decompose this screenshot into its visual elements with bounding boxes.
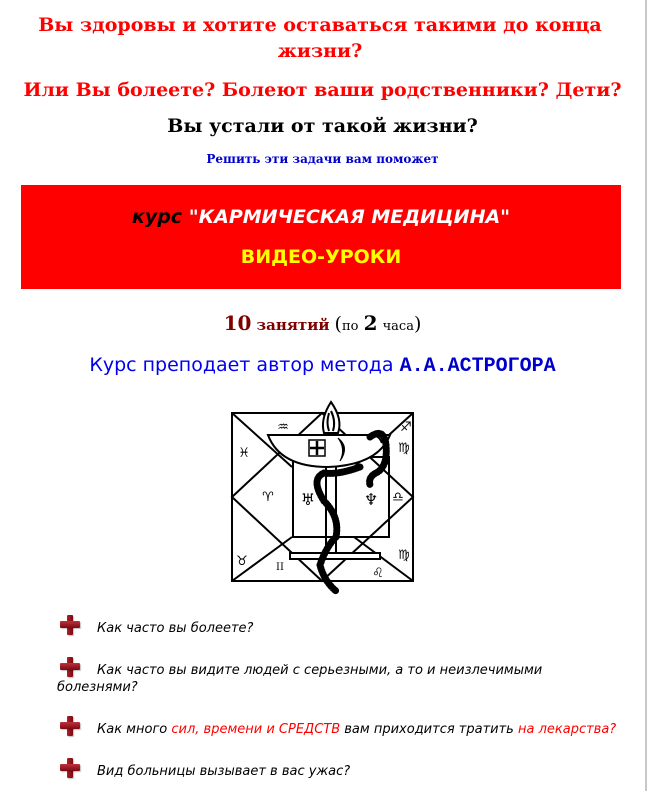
author-name: А.А.АСТРОГОРА	[399, 355, 556, 378]
list-item	[57, 612, 617, 637]
question-text: Вид больницы вызывает в вас ужас?	[97, 764, 351, 779]
svg-text:♌: ♌	[372, 566, 384, 581]
svg-text:♈: ♈	[262, 490, 274, 505]
svg-text:♒: ♒	[277, 420, 289, 435]
question-text: Как часто вы болеете?	[97, 621, 254, 636]
question-text: Как много	[97, 722, 172, 737]
headline-solution-intro: Решить эти задачи вам поможет	[206, 152, 439, 166]
question-text: вам приходится тратить	[340, 722, 518, 737]
svg-text:♉: ♉	[236, 554, 248, 569]
red-cross-icon	[60, 615, 80, 635]
course-subtitle: ВИДЕО-УРОКИ	[240, 246, 402, 268]
course-title	[21, 203, 621, 231]
author-prefix: Курс преподает автор метода	[89, 354, 394, 376]
lessons-count: 10	[223, 311, 252, 335]
astrological-medical-emblem-icon	[228, 397, 418, 595]
list-item	[57, 755, 617, 780]
svg-text:♆: ♆	[363, 490, 379, 509]
question-highlight-medicine: на лекарства?	[517, 722, 617, 737]
headline-tired-question: Вы устали от такой жизни?	[167, 115, 478, 137]
headline-illness-question: Или Вы болеете? Болеют ваши родственники? Дети?	[23, 79, 622, 101]
course-name: "КАРМИЧЕСКАЯ МЕДИЦИНА"	[188, 206, 511, 228]
question-list	[57, 612, 617, 797]
svg-text:♍: ♍	[398, 441, 410, 456]
course-banner	[21, 185, 621, 289]
open-paren: (	[334, 313, 342, 335]
headline-healthy-question: Вы здоровы и хотите оставаться такими до конца жизни?	[38, 14, 602, 62]
svg-text:♐: ♐	[400, 420, 412, 435]
lessons-count-label: занятий	[256, 316, 330, 334]
svg-text:♅: ♅	[300, 490, 316, 509]
hours-label: часа	[382, 319, 414, 334]
red-cross-icon	[60, 758, 80, 778]
course-prefix: курс	[131, 206, 183, 228]
lessons-info	[0, 308, 645, 342]
per-label: по	[341, 319, 359, 334]
red-cross-icon	[60, 657, 80, 677]
question-text: Как часто вы видите людей с серьезными, а то и неизлечимыми болезнями?	[57, 663, 543, 695]
list-item	[57, 713, 617, 738]
close-paren: )	[413, 313, 422, 335]
question-highlight-resources: сил, времени и СРЕДСТВ	[171, 722, 341, 737]
svg-text:♓: ♓	[238, 446, 250, 461]
svg-text:♎: ♎	[392, 490, 404, 505]
svg-text:♍: ♍	[398, 548, 410, 563]
svg-text:II: II	[276, 562, 284, 573]
list-item	[57, 654, 617, 696]
author-line	[0, 351, 645, 381]
red-cross-icon	[60, 716, 80, 736]
lesson-hours: 2	[363, 311, 378, 335]
